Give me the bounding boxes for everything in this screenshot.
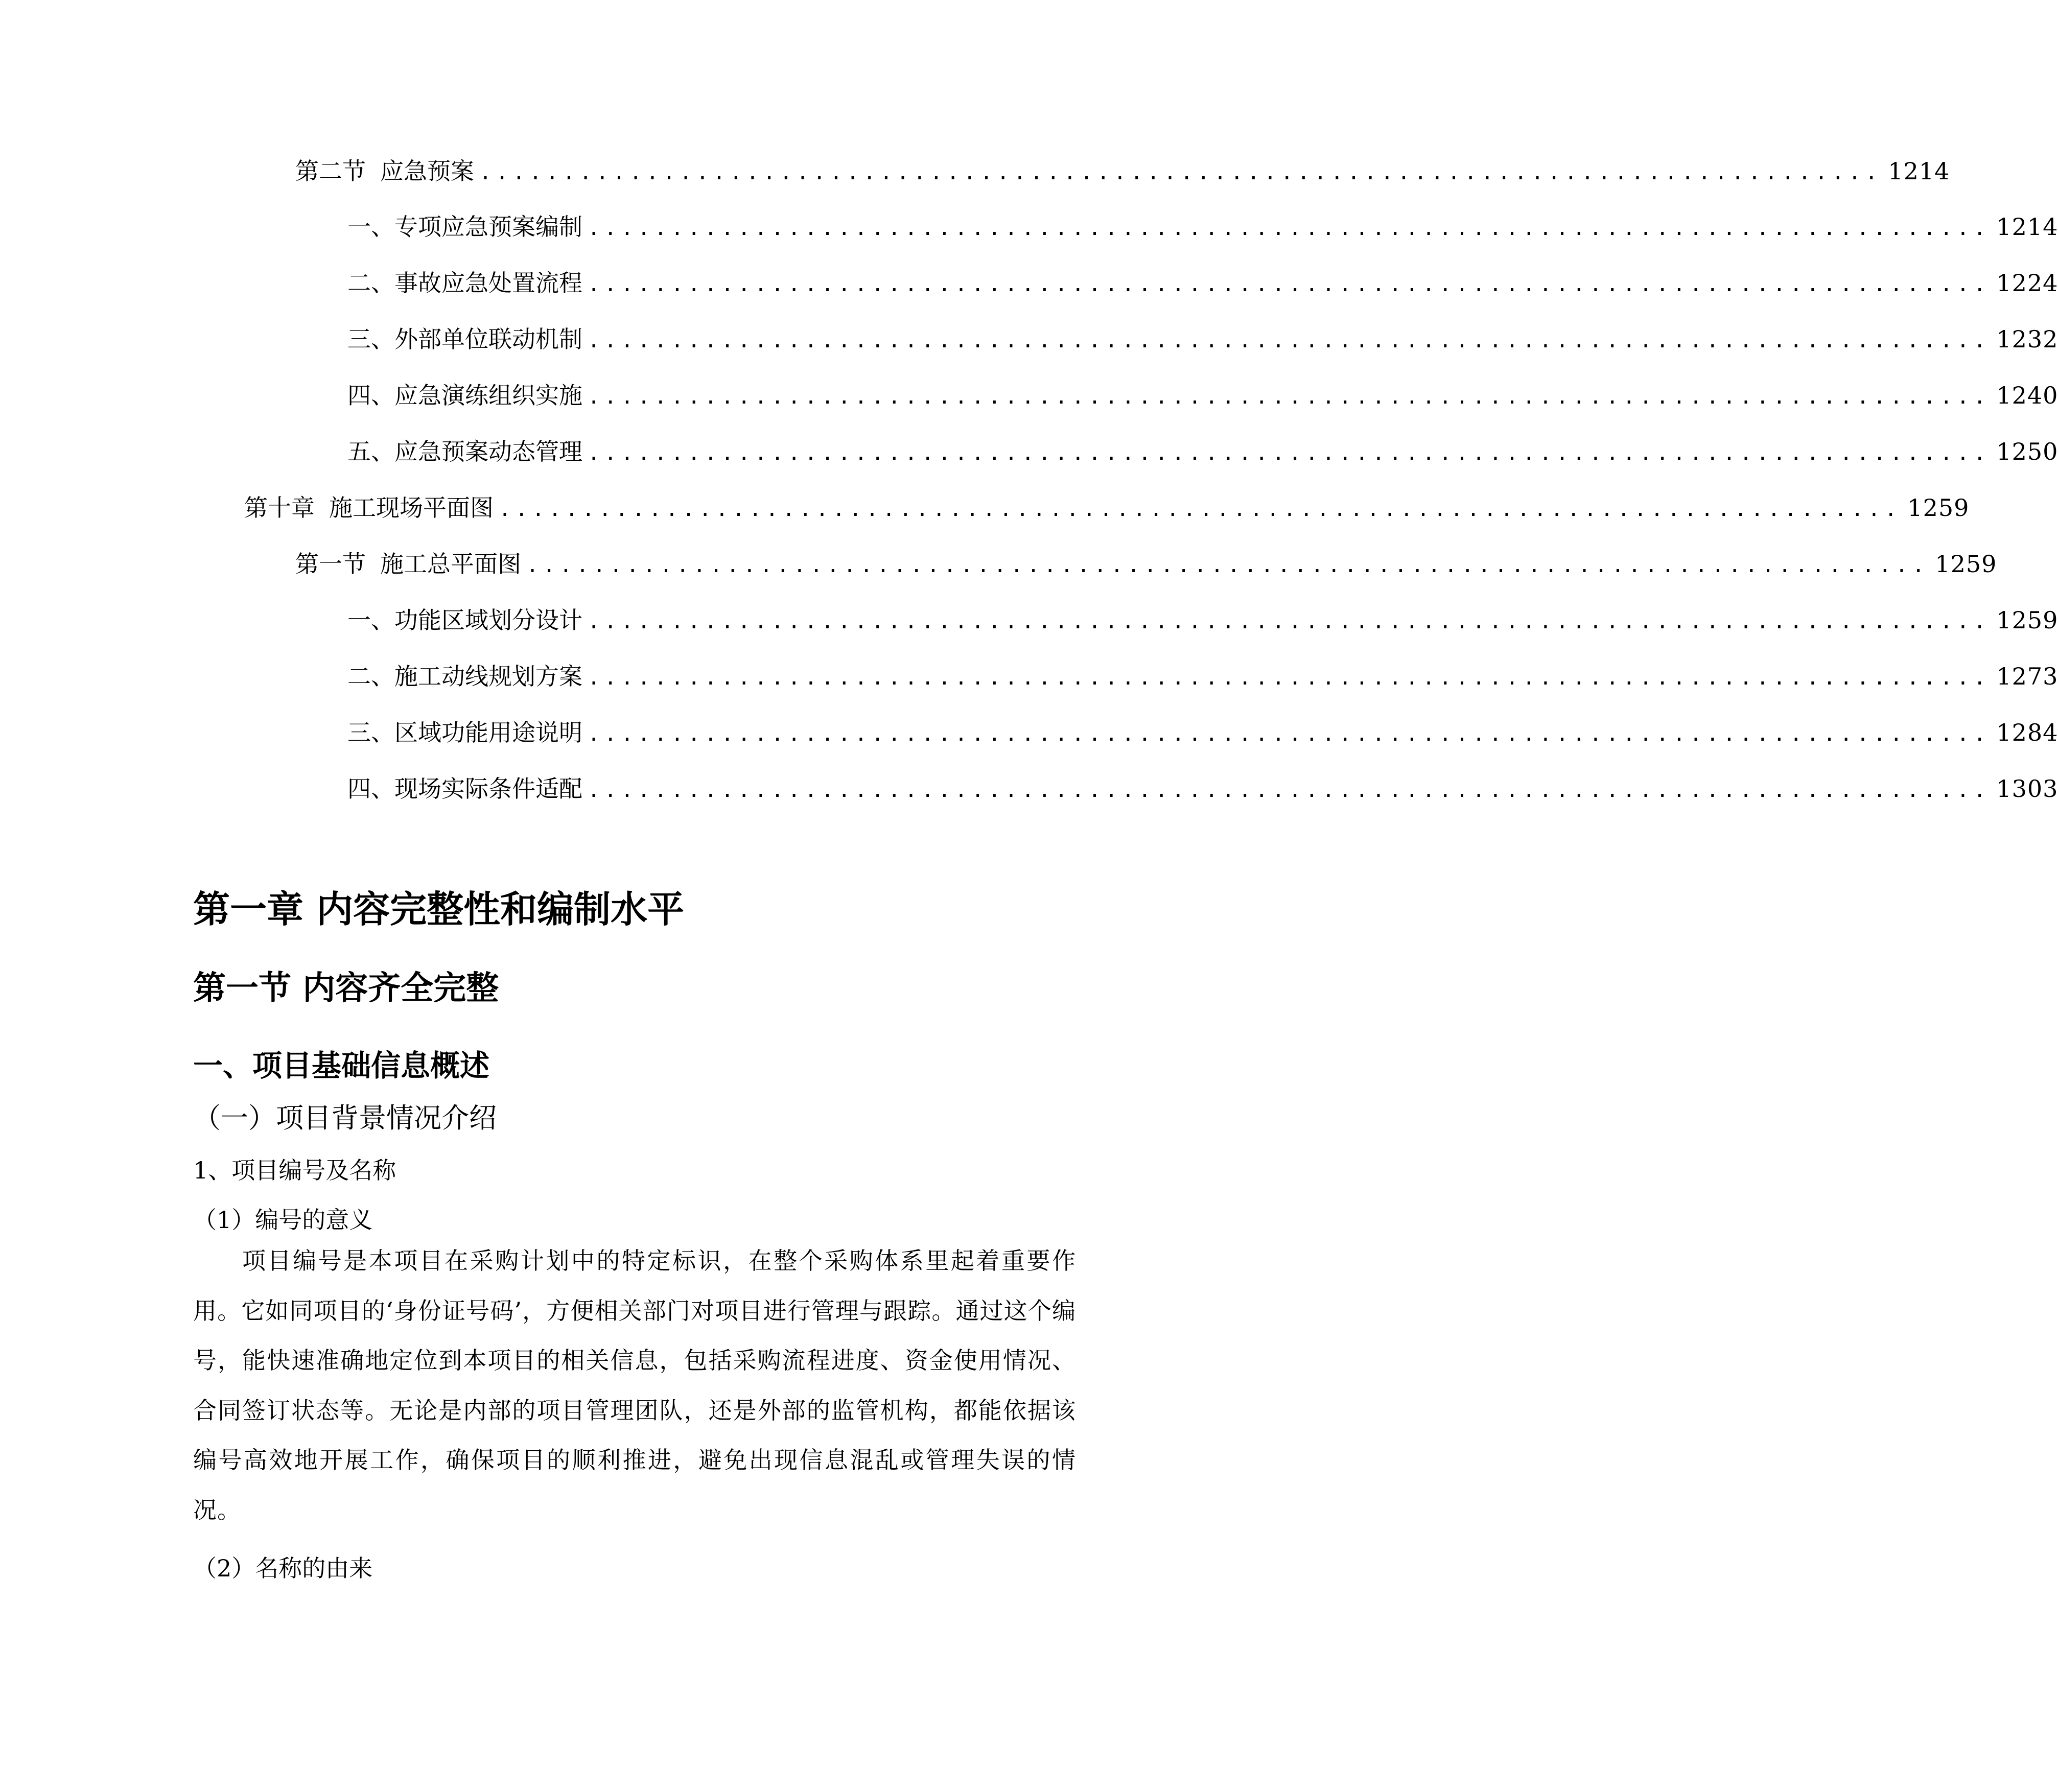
toc-leader-dots: .................................................................................... — [588, 779, 1991, 802]
toc-leader-dots: .................................................................................... — [588, 385, 1991, 409]
toc-leader-dots: .................................................................................... — [588, 273, 1991, 296]
toc-entry-number: 四、 — [347, 775, 394, 803]
toc-leader-dots: .................................................................................... — [588, 722, 1991, 746]
toc-leader-dots: .................................................................................... — [499, 498, 1902, 521]
toc-entry-title: 现场实际条件适配 — [394, 775, 582, 803]
toc-entry-title: 外部单位联动机制 — [394, 325, 582, 353]
toc-entry-page: 1273 — [1996, 663, 2058, 690]
toc-entry-page: 1259 — [1907, 494, 1970, 522]
toc-entry[interactable] — [347, 379, 2058, 412]
body-paragraph: 项目编号是本项目在采购计划中的特定标识，在整个采购体系里起着重要作用。它如同项目的‘身份证号码’，方便相关部门对项目进行管理与跟踪。通过这个编号，能快速准确地定位到本项目的相关信息，包括采购流程进度、资金使用情况、合同签订状态等。无论是内部的项目管理团队，还是外部的监管机构，都能依据该编号高效地开展工作，确保项目的顺利推进，避免出现信息混乱或管理失误的情况。 — [193, 1247, 1076, 1524]
toc-entry[interactable] — [295, 548, 1997, 580]
toc-entry-title: 事故应急处置流程 — [394, 269, 582, 297]
section-heading: 第一节 内容齐全完整 — [193, 970, 499, 1007]
toc-entry[interactable] — [347, 323, 2058, 356]
toc-entry-title: 施工现场平面图 — [329, 494, 494, 522]
toc-entry-page: 1284 — [1996, 719, 2058, 746]
toc-leader-dots: .................................................................................... — [588, 329, 1991, 352]
toc-entry-page: 1224 — [1996, 269, 2058, 297]
toc-entry[interactable] — [347, 267, 2058, 299]
toc-entry-number: 三、 — [347, 719, 394, 746]
toc-entry-number: 一、 — [347, 213, 394, 241]
toc-entry-title: 应急预案 — [380, 157, 474, 185]
toc-entry-title: 专项应急预案编制 — [394, 213, 582, 241]
toc-entry-page: 1214 — [1996, 213, 2058, 241]
toc-entry[interactable] — [347, 660, 2058, 693]
toc-entry[interactable] — [295, 155, 1950, 187]
toc-leader-dots: .................................................................................... — [588, 666, 1991, 690]
toc-entry-number: 二、 — [347, 269, 394, 297]
toc-entry[interactable] — [347, 716, 2058, 749]
toc-entry-number: 第一节 — [295, 550, 366, 578]
toc-entry-number: 二、 — [347, 663, 394, 690]
toc-entry[interactable] — [244, 491, 1970, 524]
sub-item-heading: （1）编号的意义 — [193, 1206, 373, 1234]
toc-entry-number: 第二节 — [295, 157, 366, 185]
toc-entry-page: 1259 — [1996, 606, 2058, 634]
toc-entry[interactable] — [347, 210, 2058, 243]
toc-entry[interactable] — [347, 604, 2058, 636]
toc-entry[interactable] — [347, 435, 2058, 468]
toc-entry-title: 施工动线规划方案 — [394, 663, 582, 690]
toc-entry-title: 功能区域划分设计 — [394, 606, 582, 634]
toc-entry[interactable] — [347, 772, 2058, 805]
toc-entry-page: 1214 — [1888, 157, 1950, 185]
subsection-heading: 一、项目基础信息概述 — [193, 1048, 490, 1083]
toc-entry-page: 1232 — [1996, 325, 2058, 353]
toc-leader-dots: .................................................................................... — [588, 217, 1991, 240]
toc-entry-page: 1250 — [1996, 438, 2058, 465]
toc-entry-number: 一、 — [347, 606, 394, 634]
toc-entry-page: 1240 — [1996, 382, 2058, 409]
toc-entry-number: 第十章 — [244, 494, 315, 522]
toc-entry-title: 应急预案动态管理 — [394, 438, 582, 465]
toc-entry-number: 四、 — [347, 382, 394, 409]
chapter-heading: 第一章 内容完整性和编制水平 — [193, 888, 685, 931]
sub-subsection-heading: （一）项目背景情况介绍 — [193, 1102, 497, 1134]
toc-leader-dots: .................................................................................... — [588, 441, 1991, 465]
toc-leader-dots: .................................................................................... — [479, 161, 1882, 184]
toc-entry-title: 应急演练组织实施 — [394, 382, 582, 409]
toc-leader-dots: .................................................................................... — [588, 610, 1991, 633]
toc-leader-dots: .................................................................................... — [526, 554, 1929, 577]
item-heading: 1、项目编号及名称 — [193, 1157, 396, 1184]
toc-entry-page: 1259 — [1935, 550, 1997, 578]
toc-entry-title: 区域功能用途说明 — [394, 719, 582, 746]
toc-entry-number: 三、 — [347, 325, 394, 353]
toc-entry-page: 1303 — [1996, 775, 2058, 803]
toc-entry-title: 施工总平面图 — [380, 550, 521, 578]
toc-entry-number: 五、 — [347, 438, 394, 465]
sub-item-heading: （2）名称的由来 — [193, 1554, 373, 1582]
